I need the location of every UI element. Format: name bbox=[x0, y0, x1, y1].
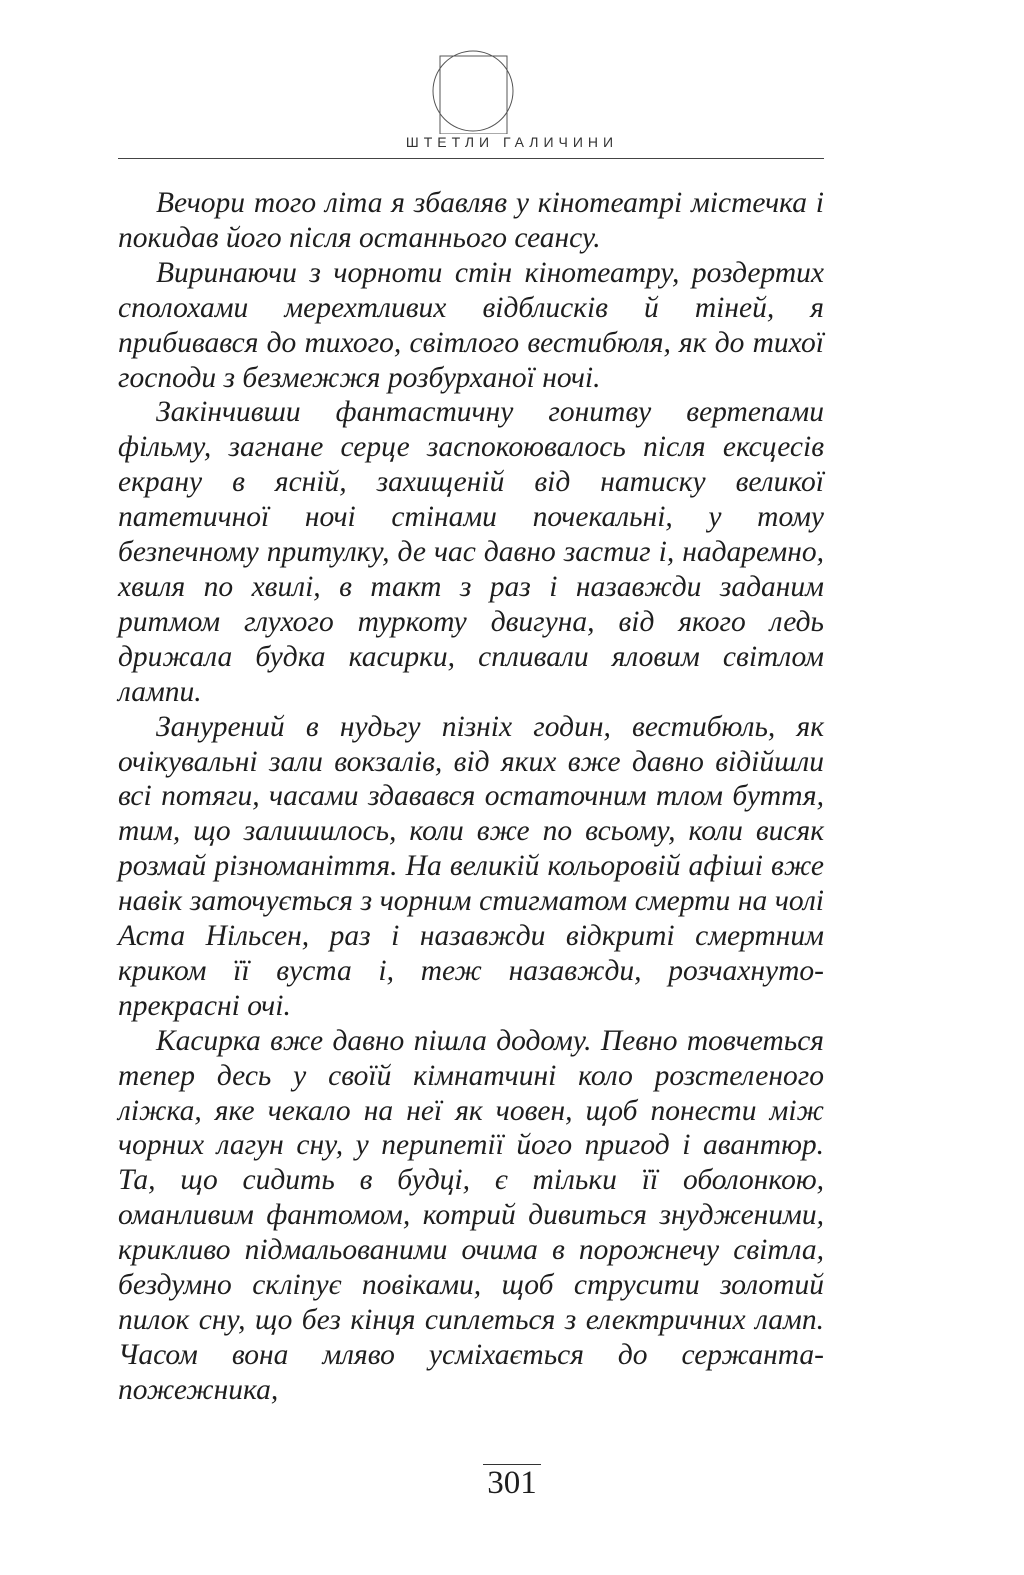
circle-square-emblem-icon bbox=[430, 48, 516, 134]
paragraph: Виринаючи з чорноти стін кінотеатру, роздертих сполохами мерехтливих відблисків й тіней, я прибивався до тихого, світлого вестибюля, як до тихої господи з безмежжя розбурханої ночі. bbox=[118, 256, 824, 394]
paragraph: Занурений в нудьгу пізніх годин, вестибюль, як очікувальні зали вокзалів, від яких вже давно відійшли всі потяги, часами здавався остаточним тлом буття, тим, що залишилось, коли вже по всьому, коли висяк розмай різноманіття. На великій кольоровій афіші вже навік заточується з чорним стигматом смерти на чолі Аста Нільсен, раз і назавжди відкриті смертним криком її вуста і, теж назавжди, розчахнуто-прекрасні очі. bbox=[118, 710, 824, 1022]
paragraph: Закінчивши фантастичну гонитву вертепами фільму, загнане серце заспокоювалось після ексцесів екрану в ясній, захищеній від натиску великої патетичної ночі стінами почекальні, у тому безпечному притулку, де час давно застиг і, надаремно, хвиля по хвилі, в такт з раз і назавжди заданим ритмом глухого туркоту двигуна, від якого ледь дрижала будка касирки, спливали яловим світлом лампи. bbox=[118, 396, 824, 708]
paragraph: Касирка вже давно пішла додому. Певно товчеться тепер десь у своїй кімнатчині коло розстеленого ліжка, яке чекало на неї як човен, щоб понести між чорних лагун сну, у перипетії його пригод і авантюр. Та, що сидить в будці, є тільки її оболонкою, оманливим фантомом, котрий дивиться знудженими, крикливо підмальованими очима в порожнечу світла, бездумно скліпує повіками, щоб струсити золотий пилок сну, що без кінця сиплеться з електричних ламп. Часом вона мляво усміхається до сержанта-пожежника, bbox=[118, 1024, 824, 1406]
page-number-label: 301 bbox=[483, 1464, 541, 1501]
paragraph: Вечори того літа я збавляв у кінотеатрі містечка і покидав його після останнього сеансу. bbox=[118, 187, 824, 254]
header-rule bbox=[118, 158, 824, 159]
page-number bbox=[0, 1464, 1024, 1501]
running-title: ШТЕТЛИ ГАЛИЧИНИ bbox=[405, 134, 619, 150]
body-text bbox=[118, 186, 824, 1408]
